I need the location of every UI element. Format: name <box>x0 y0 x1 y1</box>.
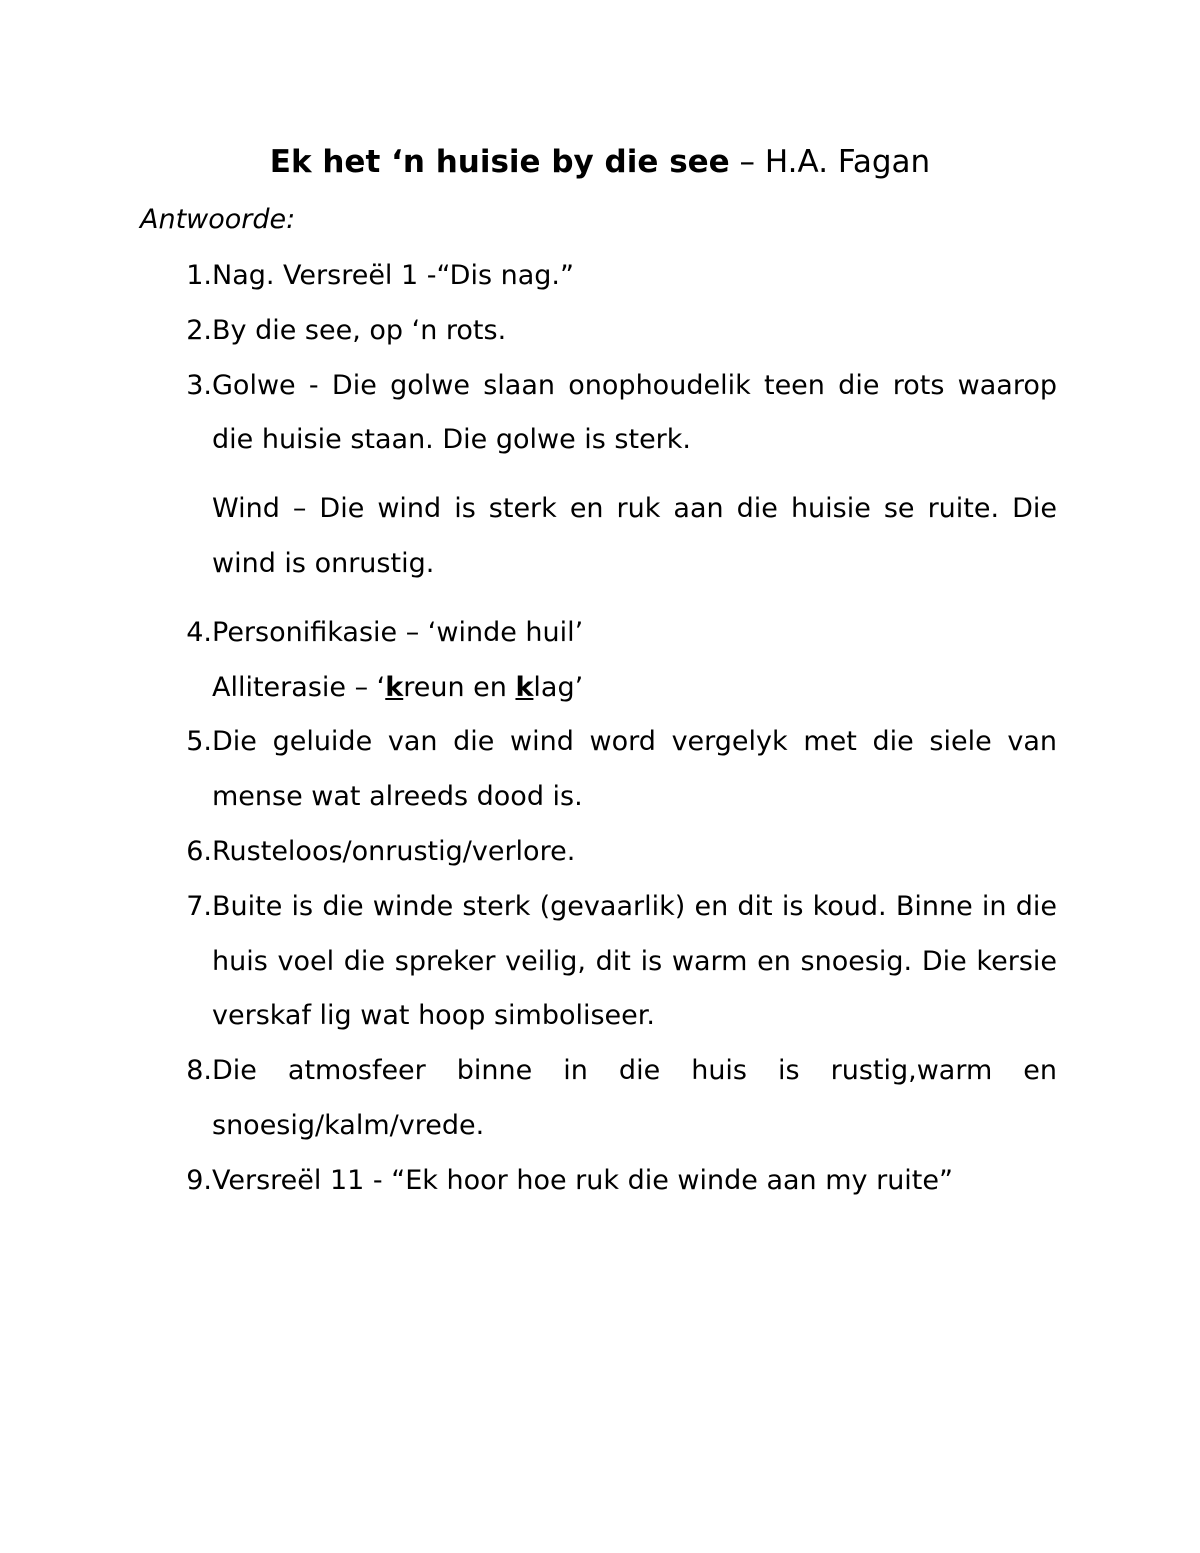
item-number: 6. <box>186 835 212 867</box>
list-item <box>140 715 1057 825</box>
item-number: 4. <box>186 616 212 648</box>
list-item <box>140 825 1057 880</box>
list-item <box>140 880 1057 1044</box>
item-text: Versreël 11 - “Ek hoor hoe ruk die winde aan my ruite” <box>212 1164 953 1196</box>
item-text: By die see, op ‘n rots. <box>212 314 507 346</box>
list-item <box>140 304 1057 359</box>
item-number: 5. <box>186 726 212 758</box>
item-number: 2. <box>186 314 212 346</box>
answer-list <box>140 249 1057 1209</box>
item-text: Alliterasie – ‘kreun en klag’ <box>212 671 584 703</box>
item-text: Buite is die winde sterk (gevaarlik) en dit is koud. Binne in die huis voel die spreker veilig, dit is warm en snoesig. Die kersie verskaf lig wat hoop simboliseer. <box>212 890 1057 1032</box>
alliteration-letter: k <box>385 671 404 703</box>
document-title <box>0 141 1200 183</box>
item-number: 9. <box>186 1164 212 1196</box>
item-number: 1. <box>186 260 212 291</box>
list-item <box>140 1154 1057 1209</box>
list-item <box>140 359 1057 592</box>
answers-heading: Antwoorde: <box>140 204 296 235</box>
item-text: Die atmosfeer binne in die huis is rustig,warm en snoesig/kalm/vrede. <box>212 1055 1057 1141</box>
list-item <box>140 1044 1057 1154</box>
item-number: 8. <box>186 1055 212 1087</box>
item-text: Rusteloos/onrustig/verlore. <box>212 835 576 867</box>
item-text: Die geluide van die wind word vergelyk met die siele van mense wat alreeds dood is. <box>212 726 1057 813</box>
list-item <box>140 606 1057 716</box>
poem-author: – H.A. Fagan <box>729 144 931 180</box>
item-number: 7. <box>186 890 212 922</box>
item-text: Nag. Versreël 1 -“Dis nag.” <box>212 260 574 291</box>
list-item <box>140 249 1057 304</box>
item-number: 3. <box>186 369 212 401</box>
poem-title: Ek het ‘n huisie by die see <box>269 144 730 180</box>
item-text: Personifikasie – ‘winde huil’ <box>212 616 584 648</box>
item-text: Wind – Die wind is sterk en ruk aan die huisie se ruite. Die wind is onrustig. <box>212 493 1057 579</box>
alliteration-letter: k <box>515 671 534 703</box>
item-text: Golwe - Die golwe slaan onophoudelik teen die rots waarop die huisie staan. Die golwe is sterk. <box>212 369 1057 456</box>
